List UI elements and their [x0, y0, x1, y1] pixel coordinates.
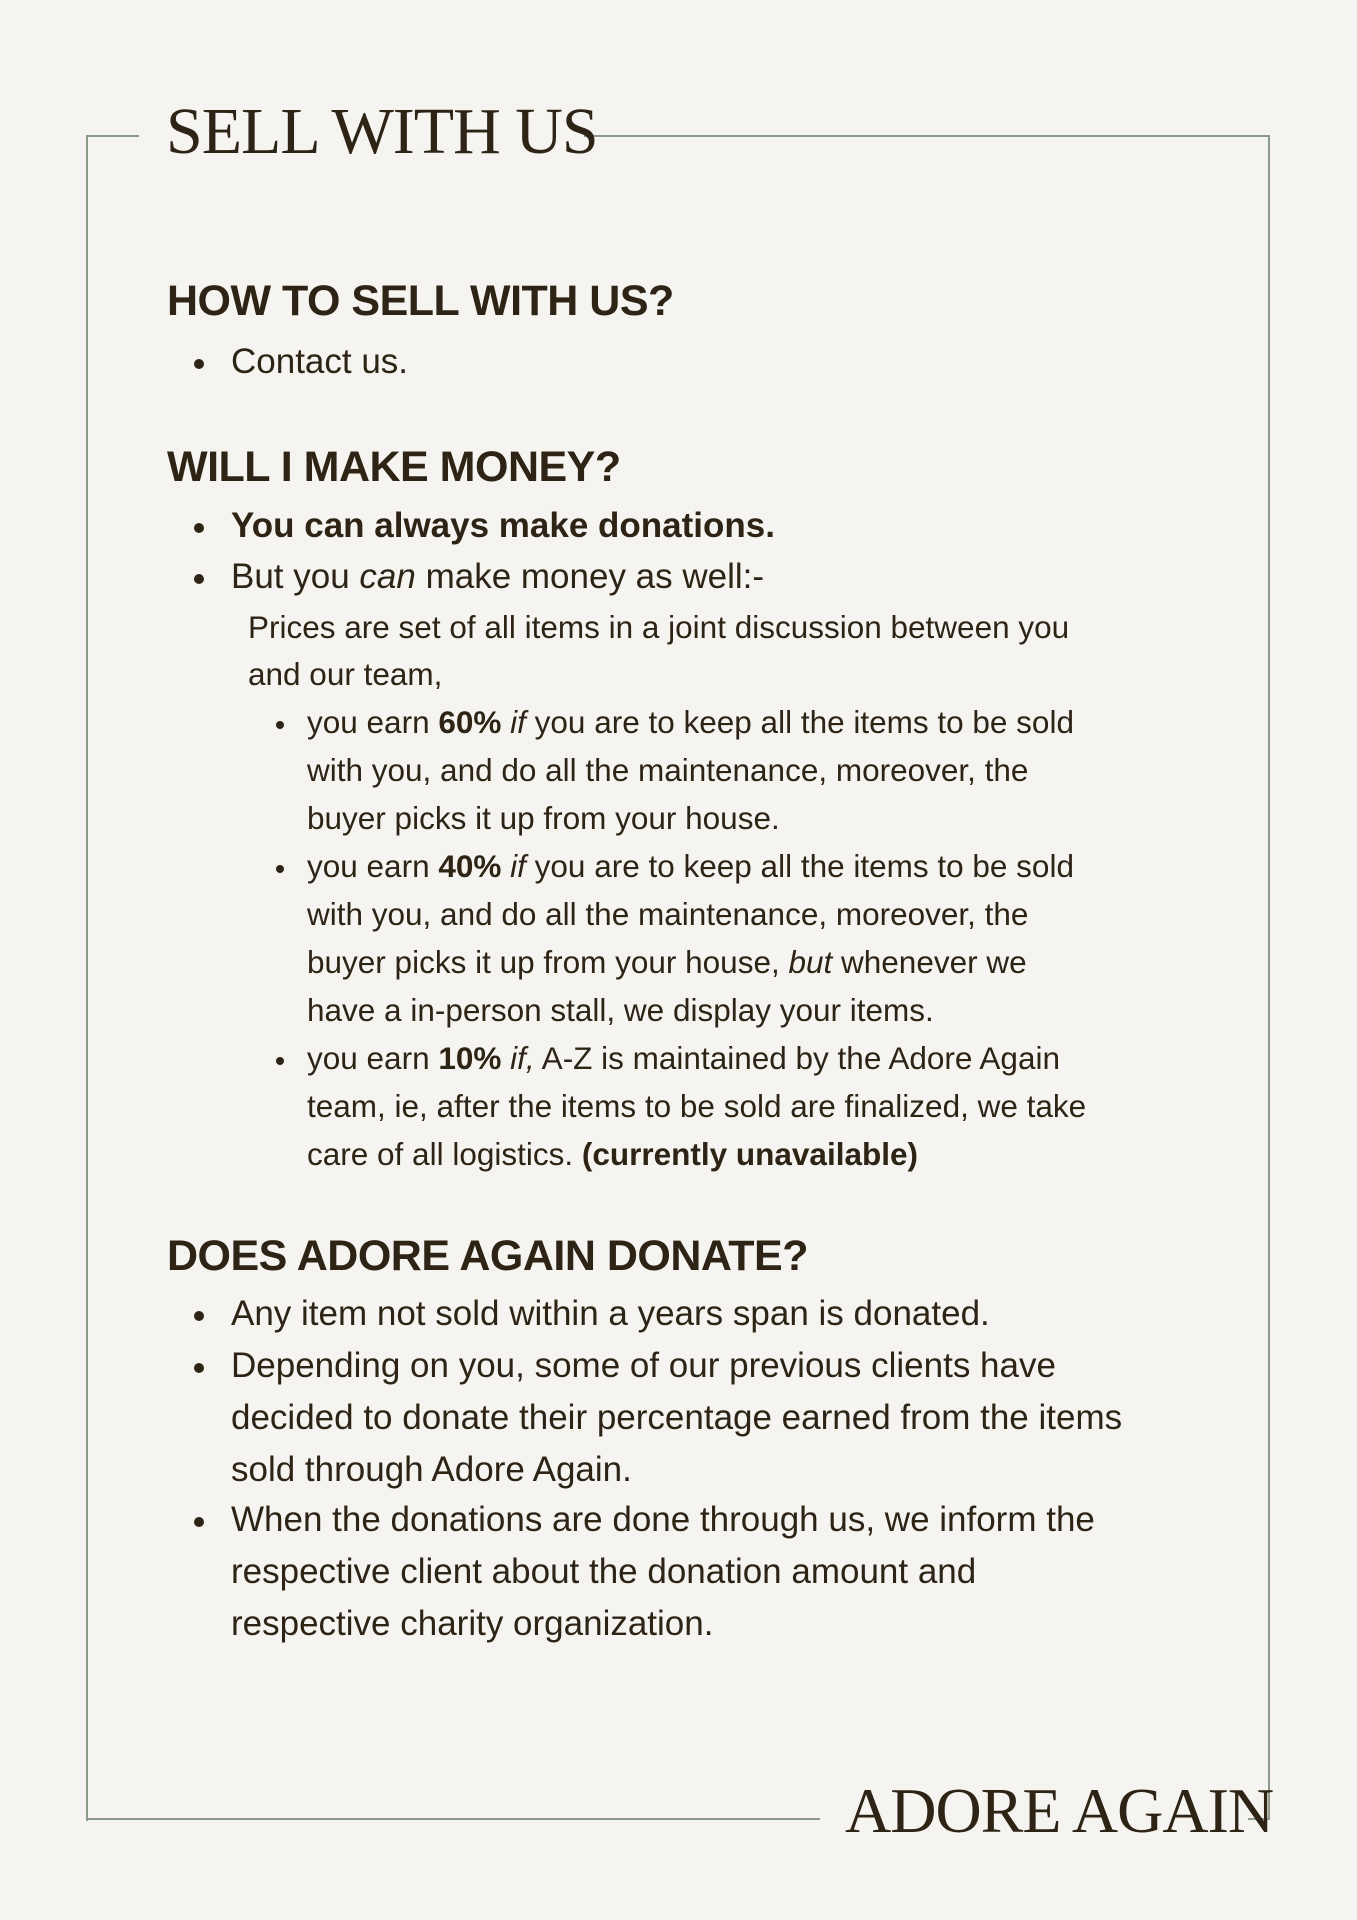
- make-money-item: [231, 551, 764, 603]
- brand-logo-text: ADORE AGAIN: [845, 1775, 1274, 1846]
- donate-item-2-line-1: Depending on you, some of our previous clients have: [231, 1346, 1056, 1385]
- earning-60-line-2: with you, and do all the maintenance, moreover, the: [307, 752, 1029, 788]
- earning-10-line-3: [307, 1130, 918, 1178]
- availability-note: (currently unavailable): [581, 1136, 918, 1172]
- earning-40-line-3: [307, 938, 1027, 986]
- donate-item-2-line-2: decided to donate their percentage earned from the items: [231, 1398, 1123, 1437]
- bullet: [194, 359, 204, 369]
- earning-emphasis: but: [788, 944, 833, 980]
- sub-bullet: [276, 721, 284, 729]
- frame-top-left-segment: [86, 135, 139, 137]
- earning-text: buyer picks it up from your house,: [307, 944, 789, 980]
- donations-item: [231, 500, 775, 552]
- earning-prefix: you earn: [307, 1040, 439, 1076]
- frame-bottom-left-segment: [86, 1818, 820, 1820]
- make-money-emphasis: can: [359, 557, 416, 596]
- earning-40-line-4: have a in-person stall, we display your items.: [307, 992, 934, 1028]
- bullet: [194, 1517, 204, 1527]
- prices-paragraph-line-2: and our team,: [248, 656, 443, 692]
- earning-condition: if: [510, 848, 526, 884]
- bullet: [194, 1311, 204, 1321]
- earning-text: whenever we: [832, 944, 1027, 980]
- prices-paragraph-line-1: Prices are set of all items in a joint discussion between you: [248, 609, 1070, 645]
- earning-10-line-1: [307, 1034, 1060, 1082]
- earning-60-line-1: [307, 698, 1074, 746]
- bullet: [194, 574, 204, 584]
- section-heading-does-adore-again-donate: DOES ADORE AGAIN DONATE?: [167, 1232, 808, 1280]
- bullet: [194, 1363, 204, 1373]
- frame-left-border: [86, 135, 88, 1821]
- make-money-post: make money as well:-: [415, 557, 765, 596]
- earning-40-line-1: [307, 842, 1074, 890]
- donate-item-3-line-1: When the donations are done through us, we inform the: [231, 1500, 1095, 1539]
- make-money-pre: But you: [231, 557, 360, 596]
- donate-item-2-line-3: sold through Adore Again.: [231, 1450, 632, 1489]
- earning-60-line-3: buyer picks it up from your house.: [307, 800, 780, 836]
- page-title: SELL WITH US: [166, 95, 598, 168]
- earning-condition: if,: [510, 1040, 535, 1076]
- earning-text: A-Z is maintained by the Adore Again: [534, 1040, 1060, 1076]
- donate-item-3-line-3: respective charity organization.: [231, 1604, 714, 1643]
- earning-prefix: you earn: [307, 704, 439, 740]
- earning-percent-10: 10%: [438, 1040, 502, 1076]
- earning-percent-40: 40%: [438, 848, 502, 884]
- earning-percent-60: 60%: [438, 704, 502, 740]
- frame-top-right-segment: [584, 135, 1270, 137]
- donate-item-1: Any item not sold within a years span is donated.: [231, 1294, 990, 1333]
- donations-text: You can always make donations.: [231, 506, 775, 545]
- earning-text: you are to keep all the items to be sold: [525, 848, 1074, 884]
- bullet: [194, 523, 204, 533]
- earning-40-line-2: with you, and do all the maintenance, moreover, the: [307, 896, 1029, 932]
- section-heading-how-to-sell: HOW TO SELL WITH US?: [167, 277, 674, 325]
- earning-text: care of all logistics.: [307, 1136, 582, 1172]
- sub-bullet: [276, 1057, 284, 1065]
- earning-10-line-2: team, ie, after the items to be sold are finalized, we take: [307, 1088, 1087, 1124]
- earning-text: you are to keep all the items to be sold: [525, 704, 1074, 740]
- earning-condition: if: [510, 704, 526, 740]
- section-heading-will-i-make-money: WILL I MAKE MONEY?: [167, 443, 621, 491]
- sub-bullet: [276, 865, 284, 873]
- frame-right-border: [1268, 135, 1270, 1820]
- donate-item-3-line-2: respective client about the donation amount and: [231, 1552, 977, 1591]
- contact-us-item: Contact us.: [231, 342, 409, 381]
- earning-prefix: you earn: [307, 848, 439, 884]
